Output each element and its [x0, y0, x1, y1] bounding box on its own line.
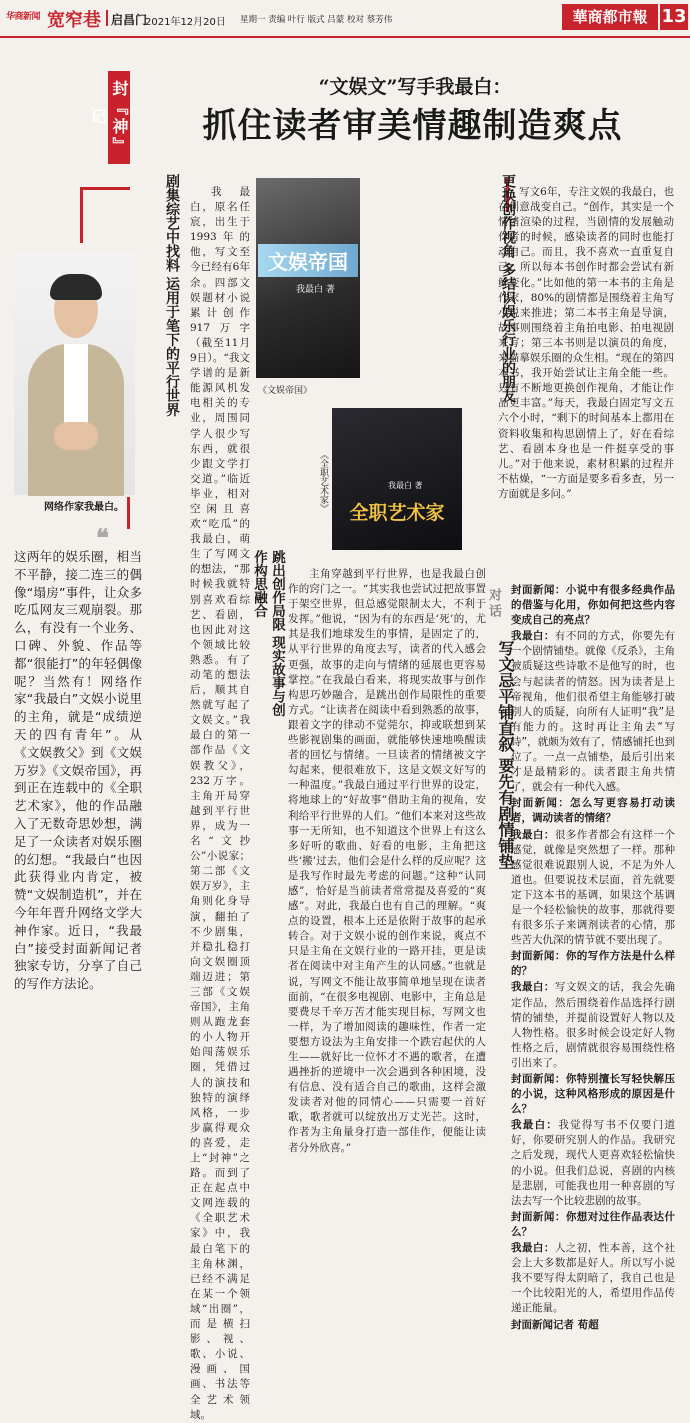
qa-item	[511, 1118, 675, 1209]
subhead-dialog: 写文忌平铺直叙 要先有剧情铺垫	[496, 640, 515, 870]
qa-item	[511, 583, 675, 628]
qa-text: 小说中有很多经典作品的借鉴与化用，你如何把这些内容变成自己的亮点？	[511, 584, 676, 627]
book-cover-quanzhi-yishujia	[332, 408, 462, 550]
body-column-1	[190, 185, 250, 1421]
qa-text: 你特别擅长写轻快解压的小说，这种风格形成的原因是什么？	[511, 1073, 676, 1116]
qa-speaker: 我最白：	[511, 1242, 555, 1255]
column-tag: 封『神』记	[108, 71, 130, 164]
qa-item	[511, 980, 675, 1071]
photo-shirt	[64, 344, 88, 424]
page-header	[0, 0, 690, 38]
book2-title: 全职艺术家	[349, 502, 445, 524]
body-text: 我最白，原名任宸，出生于1993年的他，写文至今已经有6年余。四部文娱题材小说累计创作917万字（截至11月9日）。“我文学谱的是新能源风机发电相关的专业，周围同学人很少写东西，就很少跟文学打交道。”临近毕业，相对空闲且喜欢“吃瓜”的我最白，萌生了写网文的想法，“那时候我就特别喜欢看综艺、看剧，也因此对这个领域比较熟悉。有了动笔的想法后，顺其自然就写起了文娱文。”我最白的第一部作品《文娱教父》，232万字。主角开局穿越到平行世界，成为一名“文抄公”小说家；第二部《文娱万岁》，主角则化身导演，翻拍了不少剧集，并稳扎稳打向文娱圈顶端迈进；第三部《文娱帝国》，主角则从跑龙套的小人物开始闯荡娱乐圈，凭借过人的演技和独特的演绎风格，一步步赢得观众的喜爱，走上“封神”之路。而到了正在起点中文网连载的《全职艺术家》中，我最白笔下的主角林渊，已经不满足在某一个领域“出圈”，而是横扫影、视、歌、小说、漫画、国画、书法等全艺术领域。	[190, 186, 250, 1421]
qa-item	[511, 828, 675, 949]
qa-item	[511, 796, 675, 826]
main-headline: 抓住读者审美情趣制造爽点	[202, 106, 623, 146]
qa-text: 你想对过往作品表达什么？	[511, 1210, 676, 1238]
author-photo	[14, 252, 135, 495]
photo-hand	[54, 422, 98, 450]
qa-text: 你的写作方法是什么样的？	[511, 950, 676, 978]
qa-text: 写文娱文的话，我会先确定作品，然后围绕着作品选择行剧情的铺垫，并提前设置好人物以及人物性格。很多时候会设定好人物性格之后，剧情就很容易围绕性格引出来了。	[511, 981, 676, 1069]
qa-text: 很多作者都会有这样一个感觉，就像是突然想了一样。那种感觉很难说跟别人说，不足为外人道也。但要说技术层面，首先就要定下这本书的基调，如果这个基调是一个轻松愉快的故事，那就得要有很多乐子来调剂读者的心情，那些苦大仇深的情节就不要出现了。	[511, 828, 676, 947]
qa-speaker: 封面新闻：	[511, 950, 566, 963]
body-text: 写文6年，专注文娱的我最白，也在创意战变自己。“创作，其实是一个情绪渲染的过程，当剧情的发展触动作者的时候，感染读者的同时也能打动自己。而且，我不喜欢一直重复自己，所以每本书创作时都会尝试有新鲜变化。”比如他的第一本书的主角是作家，80%的剧情都是围绕着主角写小说来推进；第二本书主角是导演，故事则围绕着主角拍电影、拍电视剧来写；第三本书则是以演员的角度，来描摹娱乐圈的众生相。“现在的第四本书，我开始尝试让主角全能一些。只有不断地更换创作视角，才能让作品更丰富。”每天，我最白固定写文五六个小时，“剩下的时间基本上都用在资料收集和构思剧情上了，好在看综艺、看剧本身也是一件挺享受的事儿。”对于他来说，素材积累的过程并不枯燥，“一方面是要多看多查，另一方面就是多问。”	[498, 186, 674, 500]
column-name: 宽窄巷	[47, 10, 101, 31]
qa-speaker: 我最白：	[511, 981, 555, 994]
qa-item	[511, 1241, 675, 1316]
quote-mark-icon: ❝	[96, 523, 109, 552]
subhead-middle: 跳出创作局限 现实故事与创作构思融合	[251, 550, 285, 717]
book1-title: 文娱帝国	[258, 244, 358, 277]
qa-text: 怎么写更容易打动读者，调动读者的情绪？	[511, 797, 676, 825]
subhead-left: 剧集综艺中找料 运用于笔下的平行世界	[164, 174, 180, 417]
qa-speaker: 封面新闻：	[511, 1210, 566, 1223]
qa-text: 我觉得写书不仅要门道好，你要研究别人的作品。我研究之后发现，现代人更喜欢轻松愉快的小说。但我们总说，喜剧的内核是悲剧，可能我也用一种喜剧的写法去写一个比较悲剧的故事。	[511, 1119, 676, 1207]
qa-item	[511, 629, 675, 795]
qa-speaker: 我最白：	[511, 828, 555, 841]
book1-caption: 《文娱帝国》	[258, 386, 313, 396]
decor-bracket-top	[80, 187, 130, 190]
page-number: 13	[660, 4, 688, 30]
dialog-label: 对话	[486, 588, 501, 620]
header-divider	[106, 10, 108, 26]
qa-speaker: 我最白：	[511, 1119, 559, 1132]
book-cover-wenyu-diguo	[256, 178, 360, 378]
header-logo: 华商新闻	[6, 12, 41, 22]
body-column-2	[288, 567, 486, 1154]
photo-hair	[50, 274, 102, 300]
qa-section	[511, 583, 676, 1331]
qa-text: 有不同的方式，你要先有一个剧情铺垫。就像《反杀》，主角被质疑这些诗歌不是他写的时，也会与起读者的情怒。因为读者是上帝视角，他们很希望主角能够打破别人的质疑，向所有人证明“我”是有能力的。这时再让主角去“写诗”，就颇为效有了，情感铺托也到位了。一点一点铺垫，最后引出来才是最精彩的。读者跟主角共情了，就会有一种代入感。	[511, 630, 676, 794]
qa-item	[511, 1210, 675, 1240]
qa-item	[511, 949, 675, 979]
qa-speaker: 我最白：	[511, 630, 555, 643]
photo-caption: 网络作家我最白。	[44, 502, 124, 513]
decor-bracket-left	[80, 187, 83, 243]
subhead-right: 更换创作视角 多结识娱乐行业的朋友	[500, 174, 516, 403]
qa-text: 人之初，性本善，这个社会上大多数都是好人。所以写小说我不要写得太阴暗了，我自己也是一个比较阳光的人，希望用作品传递正能量。	[511, 1242, 676, 1315]
qa-item	[511, 1318, 675, 1333]
body-column-3	[498, 185, 674, 565]
section-name: 启昌门	[111, 13, 148, 27]
intro-text: 这两年的娱乐圈，相当不平静，接二连三的偶像“塌房”事件，让众多吃瓜网友三观崩裂。那么，有没有一个业务、口碑、外貌、作品等都“很能打”的年轻偶像呢？当然有！网络作家“我最白”文娱小说里的主角，就是“成绩逆天的四有青年”。从《文娱教父》到《文娱万岁》《文娱帝国》，再到正在连载中的《全职艺术家》，他的作品融入了无数奇思妙想，满足了一众读者对娱乐圈的幻想。“我最白”也因此获得业内肯定，被赞“文娱制造机”，并在今年年晋升网络文学大神作家。近日，“我最白”接受封面新闻记者独家专访，分享了自己的写作方法论。	[14, 549, 142, 992]
qa-speaker: 封面新闻：	[511, 1073, 566, 1085]
book1-author: 我最白 著	[296, 285, 335, 295]
book2-author: 我最白 著	[388, 481, 423, 490]
editor-credits: 星期一 责编 叶行 版式 吕蒙 校对 蔡芳伟	[240, 15, 393, 25]
qa-item	[511, 1072, 675, 1117]
qa-speaker: 封面新闻：	[511, 797, 571, 810]
issue-date: 2021年12月20日	[145, 17, 226, 28]
body-text: 主角穿越到平行世界，也是我最白创作的窍门之一。“其实我也尝试过把故事置于架空世界，但总感觉限制太大，不利于发挥。”他说，“因为有的东西是‘死’的，尤其是我们地球发生的事情，是固定了的，从平行世界的角度去写，读者的代入感会更强，故事的走向与情绪的延展也更容易掌控。”在我最白看来，将现实故事与创作构思巧妙融合，是跳出创作局限性的重要方式。“让读者在阅读中看到熟悉的故事，跟着文字的律动不觉莞尔，抑或联想到某些影视剧集的画面，就能够快速地唤醒读者的回忆与情绪。一旦读者的情绪被文字勾起来，便很难放下，这是文娱文好写的一种温度。”我最白通过平行世界的设定，将地球上的“好故事”借助主角的视角，安利给平行世界的人们。“他们本来对这些故事一无所知，也不知道这个世界上有这么多好听的歌曲、好看的电影，主角把这些‘搬’过去，他们会是什么样的反应呢？这是我写作时最先考虑的问题。”这种“认同感”，恰好是当前读者常常提及喜爱的“爽感”。对此，我最白也有自己的理解。“爽点的设置，根本上还是依附于故事的起承转合。对于文娱小说的创作来说，爽点不只是主角在文娱行业的一路开挂，更是读者在阅读中对主角产生的认同感。”也就是说，写网文不能让故事简单地呈现在读者面前，“在很多电视剧、电影中，主角总是要费尽千辛万苦才能实现目标，写网文也一样，为了增加阅读的趣味性，作者一定要想方设法为主角安排一个跌宕起伏的人生——就好比一位怀才不遇的歌者，在遭遇挫折的逆境中一次会遇到各种困境，没有信息、没有适合自己的歌曲，这样会激发读者对他的同情心——只需要一首好歌，歌者就可以绽放出万丈光芒。这时，作者为主角量身打造一部佳作，便能让读者分外欣喜。”	[288, 568, 486, 1154]
headline-kicker: “文娱文”写手我最白：	[318, 76, 512, 98]
newspaper-name: 華商都市報	[562, 4, 658, 30]
book2-caption: 《全职艺术家》	[318, 450, 328, 513]
qa-text: 封面新闻记者 荀超	[511, 1318, 599, 1331]
qa-speaker: 封面新闻：	[511, 584, 566, 596]
